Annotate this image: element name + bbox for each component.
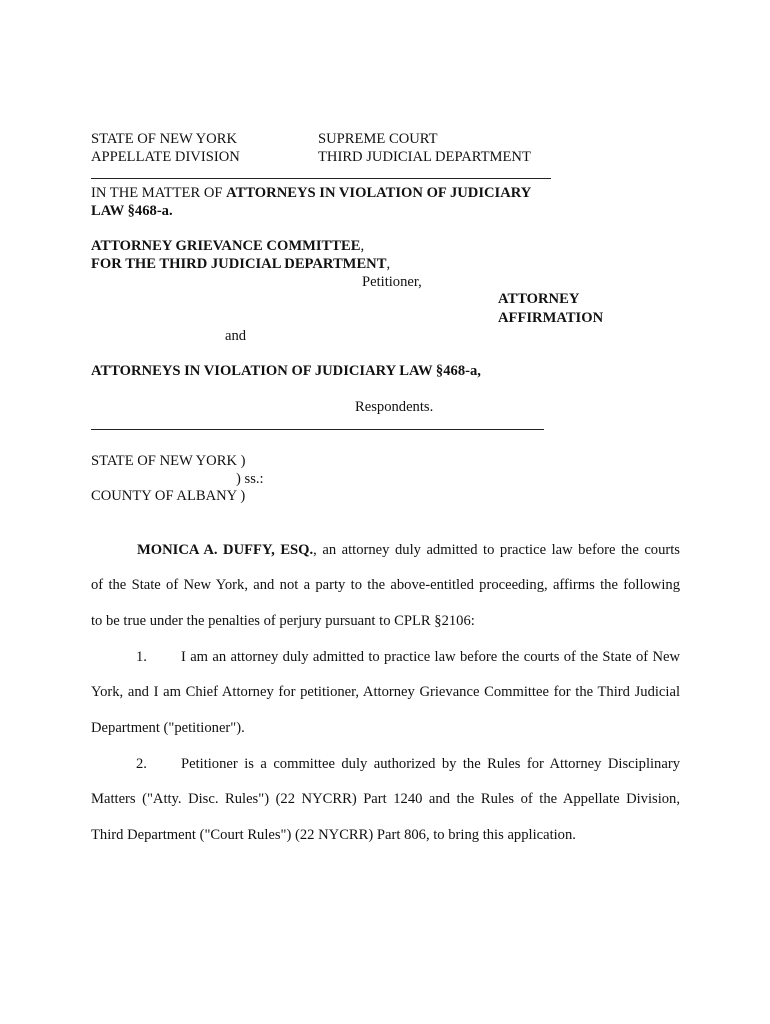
paragraph-2-line-1: Petitioner is a committee duly authorized by the Rules for Attorney Disciplinary <box>181 756 680 772</box>
intro-line-3: to be true under the penalties of perjury pursuant to CPLR §2106: <box>91 613 475 629</box>
caption-bottom-rule <box>91 429 544 430</box>
matter-title: ATTORNEYS IN VIOLATION OF JUDICIARY <box>226 185 532 201</box>
petitioner-role: Petitioner, <box>362 274 422 290</box>
paragraph-1-line-2: York, and I am Chief Attorney for petitioner, Attorney Grievance Committee for the Third Judicial <box>91 684 680 700</box>
paragraph-2-line-3: Third Department ("Court Rules") (22 NYCRR) Part 806, to bring this application. <box>91 827 576 843</box>
venue-ss: ) ss.: <box>236 471 264 487</box>
paragraph-1-number: 1. <box>136 649 147 665</box>
paragraph-2-number: 2. <box>136 756 147 772</box>
paragraph-1-line-1: I am an attorney duly admitted to practice law before the courts of the State of New <box>181 649 680 665</box>
court-name-label: SUPREME COURT <box>318 131 438 147</box>
document-title-line-1: ATTORNEY <box>498 291 580 307</box>
petitioner-department: FOR THE THIRD JUDICIAL DEPARTMENT <box>91 256 387 272</box>
petitioner-department-comma: , <box>386 256 391 272</box>
petitioner-line-1 <box>91 237 364 255</box>
matter-prefix: IN THE MATTER OF <box>91 185 227 201</box>
intro-line-2: of the State of New York, and not a party to the above-entitled proceeding, affirms the following <box>91 577 680 593</box>
caption-top-rule <box>91 178 551 179</box>
respondents-role: Respondents. <box>355 399 434 415</box>
court-division-label: APPELLATE DIVISION <box>91 149 240 165</box>
and-connector: and <box>225 328 247 344</box>
matter-line-2: LAW §468-a. <box>91 203 173 219</box>
petitioner-line-2 <box>91 255 390 273</box>
respondents-name: ATTORNEYS IN VIOLATION OF JUDICIARY LAW §468-a, <box>91 363 481 379</box>
intro-line-1-rest: , an attorney duly admitted to practice law before the courts <box>313 542 680 558</box>
venue-state: STATE OF NEW YORK ) <box>91 453 246 469</box>
intro-line-1 <box>137 541 680 559</box>
petitioner-name: ATTORNEY GRIEVANCE COMMITTEE <box>91 238 361 254</box>
petitioner-name-comma: , <box>360 238 365 254</box>
court-state-label: STATE OF NEW YORK <box>91 131 237 147</box>
venue-county: COUNTY OF ALBANY ) <box>91 488 246 504</box>
court-department-label: THIRD JUDICIAL DEPARTMENT <box>318 149 531 165</box>
affiant-name: MONICA A. DUFFY, ESQ. <box>137 542 314 558</box>
paragraph-2-line-2: Matters ("Atty. Disc. Rules") (22 NYCRR) Part 1240 and the Rules of the Appellate Division, <box>91 791 680 807</box>
matter-line-1 <box>91 184 531 202</box>
document-title-line-2: AFFIRMATION <box>498 310 604 326</box>
paragraph-1-line-3: Department ("petitioner"). <box>91 720 245 736</box>
